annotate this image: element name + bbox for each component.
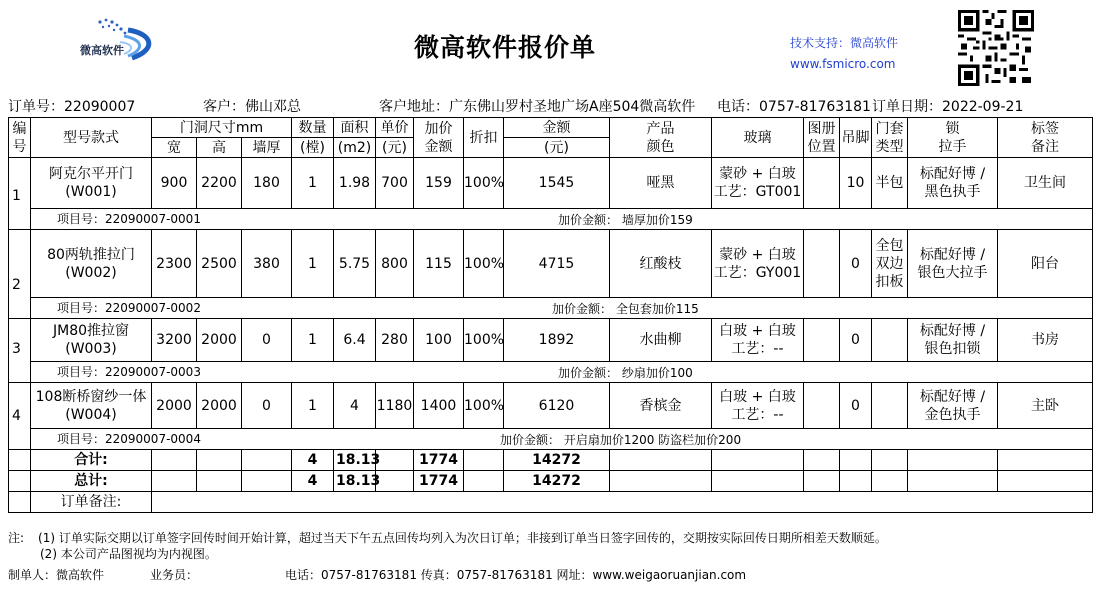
cell-area: 5.75 — [334, 230, 376, 298]
table-header-row — [9, 118, 1093, 138]
cell-glass: 蒙砂 + 白玻 工艺：GT001 — [712, 158, 804, 209]
header-pic: 图册 位置 — [804, 118, 840, 158]
customer-name: 客户：佛山邓总 — [203, 99, 301, 115]
subtotal-row — [9, 450, 1093, 471]
cell-glass: 白玻 + 白玻 工艺：-- — [712, 319, 804, 362]
remark-value — [152, 492, 1093, 513]
row-idx: 2 — [9, 230, 31, 319]
project-row — [9, 429, 1093, 450]
cell-height: 2200 — [197, 158, 242, 209]
project-row — [9, 362, 1093, 383]
cell-wall: 0 — [242, 383, 292, 429]
cell-foot: 10 — [840, 158, 872, 209]
cell-width: 3200 — [152, 319, 197, 362]
project-row-cell — [31, 429, 1093, 450]
cell-height: 2000 — [197, 319, 242, 362]
customer-address: 客户地址：广东佛山罗村圣地广场A座504微高软件 — [379, 99, 696, 115]
row-idx: 3 — [9, 319, 31, 383]
cell-qty: 1 — [292, 158, 334, 209]
remark-row — [9, 492, 1093, 513]
order-date: 订单日期：2022-09-21 — [872, 99, 1024, 115]
cell-model: 阿克尔平开门 (W001) — [31, 158, 152, 209]
subtotal-amount: 14272 — [504, 450, 610, 471]
header-model: 型号款式 — [31, 118, 152, 158]
cell-foot: 0 — [840, 230, 872, 298]
cell-lock: 标配好博 / 银色大拉手 — [908, 230, 998, 298]
footer-maker: 制单人：微高软件 — [8, 568, 105, 582]
note-line-1: (1) 订单实际交期以订单签字回传时间开始计算，超过当天下午五点回传均列入为次日订单；非接到订单当日签字回传的，交期按实际回传日期所相差天数顺延。 — [38, 531, 887, 545]
cell-tag: 主卧 — [998, 383, 1093, 429]
extra-note: 加价金额： 纱扇加价100 — [558, 366, 693, 380]
cell-qty: 1 — [292, 383, 334, 429]
header-frame: 门套 类型 — [872, 118, 908, 158]
total-area: 18.13 — [334, 471, 376, 492]
cell-discount: 100% — [464, 230, 504, 298]
order-info-row — [8, 96, 1076, 114]
cell-height: 2500 — [197, 230, 242, 298]
cell-pic — [804, 158, 840, 209]
header-color: 产品 颜色 — [610, 118, 712, 158]
row-idx: 1 — [9, 158, 31, 230]
table-row — [9, 383, 1093, 429]
cell-discount: 100% — [464, 158, 504, 209]
cell-glass: 蒙砂 + 白玻 工艺：GY001 — [712, 230, 804, 298]
cell-price: 1180 — [376, 383, 414, 429]
cell-amount: 1545 — [504, 158, 610, 209]
header-door-size: 门洞尺寸mm — [152, 118, 292, 138]
cell-pic — [804, 230, 840, 298]
header-qty: 数量 — [292, 118, 334, 138]
logo-text: 微高软件 — [80, 44, 124, 57]
cell-price: 280 — [376, 319, 414, 362]
qr-code-icon — [958, 10, 1034, 86]
cell-tag: 书房 — [998, 319, 1093, 362]
row-idx: 4 — [9, 383, 31, 450]
cell-color: 水曲柳 — [610, 319, 712, 362]
project-number: 项目号：22090007-0001 — [57, 212, 201, 226]
cell-width: 2000 — [152, 383, 197, 429]
footer-sales: 业务员： — [150, 568, 199, 582]
cell-width: 900 — [152, 158, 197, 209]
cell-amount: 4715 — [504, 230, 610, 298]
header-price: 单价 — [376, 118, 414, 138]
cell-tag: 卫生间 — [998, 158, 1093, 209]
cell-qty: 1 — [292, 230, 334, 298]
note-line-2: (2) 本公司产品图视均为内视图。 — [40, 547, 217, 561]
cell-extra: 1400 — [414, 383, 464, 429]
support-company: 技术支持：微高软件 — [790, 36, 899, 50]
cell-area: 4 — [334, 383, 376, 429]
cell-area: 6.4 — [334, 319, 376, 362]
cell-color: 红酸枝 — [610, 230, 712, 298]
header-height: 高 — [197, 138, 242, 158]
header-extra: 加价 金额 — [414, 118, 464, 158]
cell-extra: 115 — [414, 230, 464, 298]
subtotal-label: 合计: — [31, 450, 152, 471]
header-amount-unit: (元) — [504, 138, 610, 158]
cell-price: 700 — [376, 158, 414, 209]
cell-frame — [872, 319, 908, 362]
cell-pic — [804, 383, 840, 429]
header-foot: 吊脚 — [840, 118, 872, 158]
footer — [8, 566, 1076, 582]
project-number: 项目号：22090007-0003 — [57, 365, 201, 379]
cell-lock: 标配好博 / 金色执手 — [908, 383, 998, 429]
extra-note: 加价金额： 墙厚加价159 — [558, 213, 693, 227]
cell-wall: 380 — [242, 230, 292, 298]
cell-discount: 100% — [464, 383, 504, 429]
project-number: 项目号：22090007-0004 — [57, 432, 201, 446]
footer-contact: 电话：0757-81763181 传真：0757-81763181 网址：www.weigaoruanjian.com — [285, 568, 747, 582]
cell-wall: 180 — [242, 158, 292, 209]
notes-prefix: 注: — [8, 531, 25, 545]
extra-note: 加价金额： 开启扇加价1200 防盗栏加价200 — [500, 433, 742, 447]
subtotal-qty: 4 — [292, 450, 334, 471]
total-label: 总计: — [31, 471, 152, 492]
header-area: 面积 — [334, 118, 376, 138]
cell-model: 80两轨推拉门 (W002) — [31, 230, 152, 298]
cell-price: 800 — [376, 230, 414, 298]
cell-frame — [872, 383, 908, 429]
cell-pic — [804, 319, 840, 362]
header-discount: 折扣 — [464, 118, 504, 158]
header-price-unit: (元) — [376, 138, 414, 158]
total-row — [9, 471, 1093, 492]
header-idx: 编号 — [9, 118, 31, 158]
header-width: 宽 — [152, 138, 197, 158]
cell-tag: 阳台 — [998, 230, 1093, 298]
header-area-unit: (m2) — [334, 138, 376, 158]
total-extra: 1774 — [414, 471, 464, 492]
extra-note: 加价金额： 全包套加价115 — [552, 302, 699, 316]
cell-model: 108断桥窗纱一体 (W004) — [31, 383, 152, 429]
cell-frame: 半包 — [872, 158, 908, 209]
cell-width: 2300 — [152, 230, 197, 298]
tech-support — [790, 33, 898, 75]
header-qty-unit: (樘) — [292, 138, 334, 158]
project-row-cell — [31, 298, 1093, 319]
cell-lock: 标配好博 / 银色扣锁 — [908, 319, 998, 362]
quote-table — [8, 117, 1093, 513]
cell-color: 哑黑 — [610, 158, 712, 209]
cell-qty: 1 — [292, 319, 334, 362]
remark-label: 订单备注: — [31, 492, 152, 513]
cell-lock: 标配好博 / 黑色执手 — [908, 158, 998, 209]
subtotal-extra: 1774 — [414, 450, 464, 471]
cell-extra: 159 — [414, 158, 464, 209]
cell-glass: 白玻 + 白玻 工艺：-- — [712, 383, 804, 429]
project-number: 项目号：22090007-0002 — [57, 301, 201, 315]
page-title: 微高软件报价单 — [413, 33, 596, 62]
cell-model: JM80推拉窗 (W003) — [31, 319, 152, 362]
cell-height: 2000 — [197, 383, 242, 429]
project-row-cell — [31, 362, 1093, 383]
table-row — [9, 319, 1093, 362]
header-glass: 玻璃 — [712, 118, 804, 158]
cell-foot: 0 — [840, 319, 872, 362]
cell-discount: 100% — [464, 319, 504, 362]
header-lock: 锁 拉手 — [908, 118, 998, 158]
cell-wall: 0 — [242, 319, 292, 362]
table-row — [9, 158, 1093, 209]
support-website-link[interactable]: www.fsmicro.com — [790, 57, 896, 71]
header-tag: 标签 备注 — [998, 118, 1093, 158]
phone: 电话：0757-81763181 — [717, 99, 871, 115]
total-qty: 4 — [292, 471, 334, 492]
project-row — [9, 209, 1093, 230]
cell-extra: 100 — [414, 319, 464, 362]
project-row — [9, 298, 1093, 319]
project-row-cell — [31, 209, 1093, 230]
subtotal-area: 18.13 — [334, 450, 376, 471]
cell-foot: 0 — [840, 383, 872, 429]
table-row — [9, 230, 1093, 298]
cell-color: 香槟金 — [610, 383, 712, 429]
cell-amount: 6120 — [504, 383, 610, 429]
notes — [8, 530, 887, 562]
cell-area: 1.98 — [334, 158, 376, 209]
header-amount: 金额 — [504, 118, 610, 138]
cell-frame: 全包双边扣板 — [872, 230, 908, 298]
total-amount: 14272 — [504, 471, 610, 492]
header-wall: 墙厚 — [242, 138, 292, 158]
order-number: 订单号：22090007 — [8, 99, 136, 115]
cell-amount: 1892 — [504, 319, 610, 362]
